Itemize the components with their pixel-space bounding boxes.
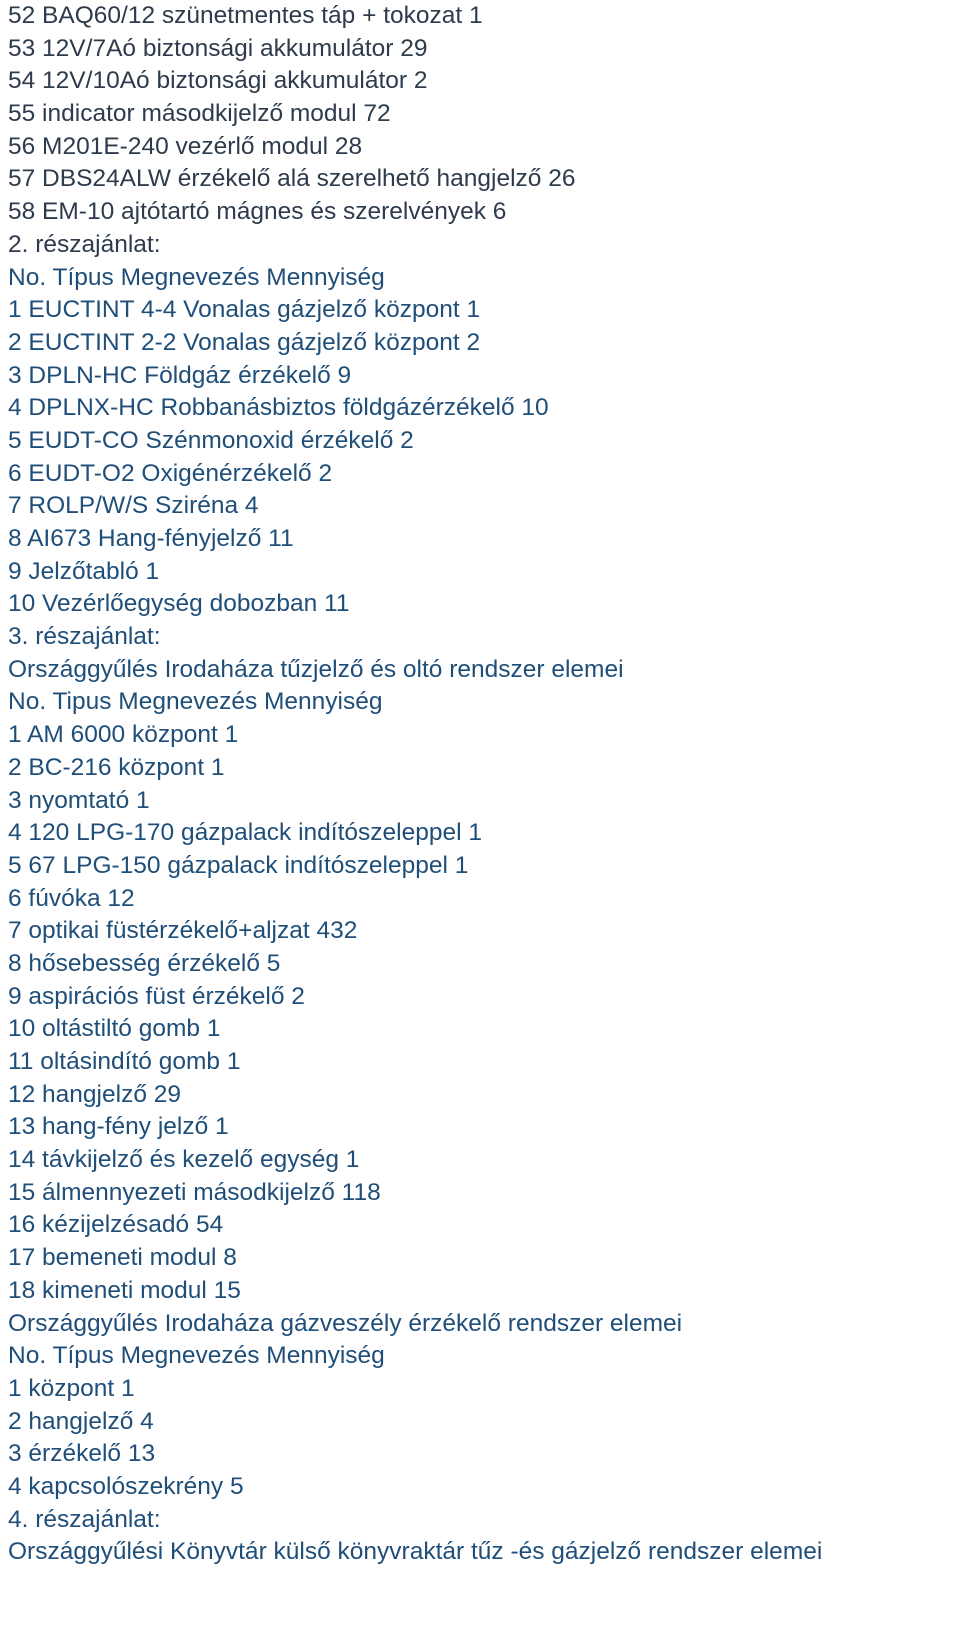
- text-line: 2 EUCTINT 2-2 Vonalas gázjelző központ 2: [8, 328, 481, 356]
- text-line: 6 EUDT-O2 Oxigénérzékelő 2: [8, 459, 333, 487]
- text-line: No. Típus Megnevezés Mennyiség: [8, 263, 385, 291]
- text-line: 1 AM 6000 központ 1: [8, 721, 239, 749]
- text-line: 4 120 LPG-170 gázpalack indítószeleppel 1: [8, 819, 482, 847]
- text-line: 5 EUDT-CO Szénmonoxid érzékelő 2: [8, 426, 414, 454]
- text-line: 4 kapcsolószekrény 5: [8, 1472, 244, 1500]
- text-line: 9 aspirációs füst érzékelő 2: [8, 982, 305, 1010]
- text-line: 10 Vezérlőegység dobozban 11: [8, 590, 350, 618]
- text-line: 57 DBS24ALW érzékelő alá szerelhető hangjelző 26: [8, 165, 576, 193]
- text-line: 2. részajánlat:: [8, 230, 161, 258]
- text-line: 12 hangjelző 29: [8, 1080, 182, 1108]
- text-line: Országgyűlés Irodaháza gázveszély érzékelő rendszer elemei: [8, 1309, 683, 1337]
- text-line: 11 oltásindító gomb 1: [8, 1048, 241, 1075]
- text-line: 58 EM-10 ajtótartó mágnes és szerelvények 6: [8, 198, 507, 226]
- text-line: Országgyűlési Könyvtár külső könyvraktár tűz -és gázjelző rendszer elemei: [8, 1538, 823, 1566]
- text-line: No. Tipus Megnevezés Mennyiség: [8, 688, 383, 716]
- text-line: 54 12V/10Aó biztonsági akkumulátor 2: [8, 67, 428, 95]
- text-line: 3 érzékelő 13: [8, 1440, 156, 1468]
- text-line: 15 álmennyezeti másodkijelző 118: [8, 1178, 381, 1206]
- text-line: 16 kézijelzésadó 54: [8, 1211, 224, 1239]
- text-line: 52 BAQ60/12 szünetmentes táp + tokozat 1: [8, 2, 483, 29]
- text-line: Országgyűlés Irodaháza tűzjelző és oltó rendszer elemei: [8, 655, 624, 683]
- text-line: 55 indicator másodkijelző modul 72: [8, 100, 391, 128]
- text-line: 8 hősebesség érzékelő 5: [8, 949, 281, 977]
- text-line: 53 12V/7Aó biztonsági akkumulátor 29: [8, 34, 428, 62]
- text-line: 1 EUCTINT 4-4 Vonalas gázjelző központ 1: [8, 296, 481, 324]
- text-line: 10 oltástiltó gomb 1: [8, 1015, 221, 1043]
- text-line: 4 DPLNX-HC Robbanásbiztos földgázérzékelő 10: [8, 394, 549, 422]
- text-line: No. Típus Megnevezés Mennyiség: [8, 1342, 385, 1370]
- text-line: 3 nyomtató 1: [8, 786, 150, 814]
- text-line: 7 optikai füstérzékelő+aljzat 432: [8, 917, 358, 945]
- text-line: 18 kimeneti modul 15: [8, 1276, 241, 1304]
- text-line: 4. részajánlat:: [8, 1505, 161, 1533]
- text-line: 56 M201E-240 vezérlő modul 28: [8, 132, 363, 160]
- text-line: 14 távkijelző és kezelő egység 1: [8, 1146, 360, 1174]
- text-line: 5 67 LPG-150 gázpalack indítószeleppel 1: [8, 851, 469, 879]
- text-line: 13 hang-fény jelző 1: [8, 1113, 229, 1141]
- text-line: 2 BC-216 központ 1: [8, 753, 225, 781]
- text-line: 3. részajánlat:: [8, 623, 161, 651]
- text-line: 8 AI673 Hang-fényjelző 11: [8, 525, 294, 552]
- text-line: 1 központ 1: [8, 1374, 135, 1402]
- text-line: 9 Jelzőtabló 1: [8, 557, 160, 585]
- text-line: 7 ROLP/W/S Sziréna 4: [8, 492, 259, 520]
- document-body: [8, 0, 958, 1569]
- text-line: 2 hangjelző 4: [8, 1407, 154, 1435]
- text-line: 6 fúvóka 12: [8, 884, 135, 912]
- text-line: 17 bemeneti modul 8: [8, 1244, 237, 1272]
- text-line: 3 DPLN-HC Földgáz érzékelő 9: [8, 361, 352, 389]
